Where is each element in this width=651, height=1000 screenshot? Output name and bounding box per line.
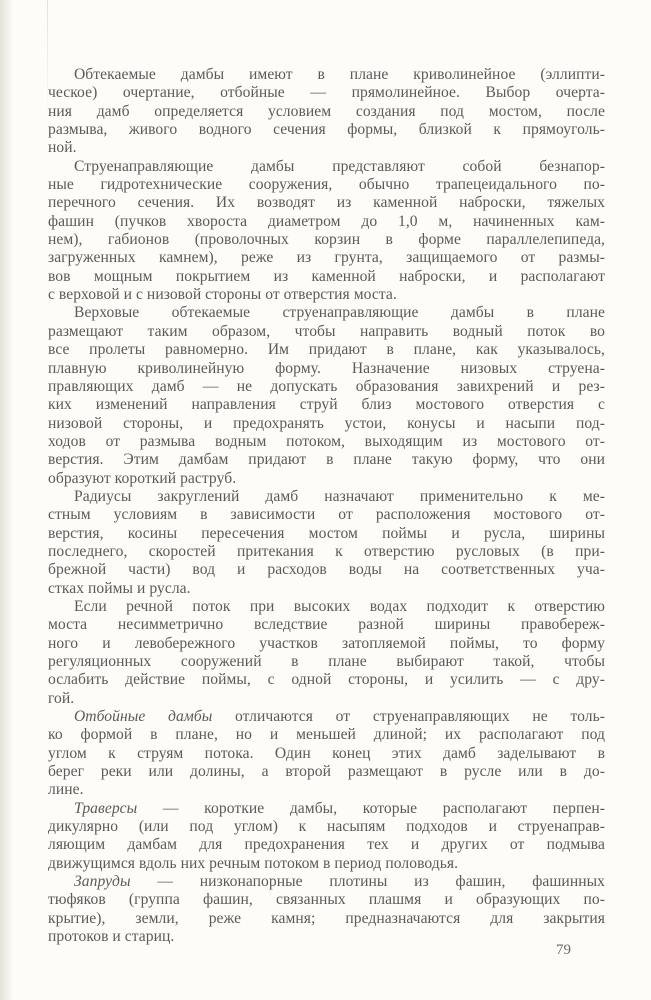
text-line: моста несимметрично вследствие разной ширины правобереж- <box>48 616 605 634</box>
paragraph-3 <box>48 304 605 487</box>
paragraph-5 <box>48 598 605 708</box>
text-line: ного и левобережного участков затопляемой поймы, то форму <box>48 634 605 652</box>
text-line: движущимся вдоль них речным потоком в период половодья. <box>48 854 459 872</box>
text-line: низовой стороны, и предохранять устои, конусы и насыпи под- <box>48 414 605 432</box>
text-line: нем), габионов (проволочных корзин в форме параллелепипеда, <box>48 231 605 249</box>
paragraph-4 <box>48 488 605 598</box>
text-line: Если речной поток при высоких водах подходит к отверстию <box>74 597 605 615</box>
paragraph-8 <box>48 873 605 946</box>
text-line: ко формой в плане, но и меньшей длиной; их располагают под <box>48 726 605 744</box>
text-line: ких изменений направления струй близ мостового отверстия с <box>48 396 605 414</box>
text-line: Струенаправляющие дамбы представляют собой безнапор- <box>74 157 605 175</box>
text-line: углом к струям потока. Один конец этих дамб заделывают в <box>48 744 605 762</box>
page-number: 79 <box>556 942 571 958</box>
term-definition: отличаются от струенаправляющих не толь- <box>212 708 605 726</box>
text-line: ходов от размыва водным потоком, выходящим из мостового от- <box>48 432 605 450</box>
text-line: ослабить действие поймы, с одной стороны, и усилить — с дру- <box>48 671 605 689</box>
text-line: брежной части) вод и расходов воды на соответственных уча- <box>48 561 605 579</box>
term-otboynye-damby: Отбойные дамбы <box>74 708 213 726</box>
text-line: стках поймы и русла. <box>48 579 191 597</box>
text-line: гой. <box>48 689 75 707</box>
paragraph-2 <box>48 158 605 305</box>
page-edge-shadow <box>0 0 14 1000</box>
text-line: Верховые обтекаемые струенаправляющие дамбы в плане <box>74 304 605 322</box>
paragraph-6 <box>48 708 605 800</box>
text-line: стным условиям в зависимости от расположения мостового от- <box>48 506 605 524</box>
text-line: регуляционных сооружений в плане выбирают такой, чтобы <box>48 653 605 670</box>
text-line: правляющих дамб — не допускать образования завихрений и рез- <box>48 377 605 395</box>
text-line: ные гидротехнические сооружения, обычно трапецеидального по- <box>48 176 605 194</box>
text-line: фашин (пучков хвороста диаметром до 1,0 м, начиненных кам- <box>48 212 605 230</box>
term-zaprudy: Запруды <box>74 873 131 891</box>
text-line <box>48 873 605 891</box>
text-line: последнего, скоростей притекания к отверстию русловых (в при- <box>48 542 605 560</box>
term-definition: — низконапорные плотины из фашин, фашинных <box>130 873 605 891</box>
text-line: берег реки или долины, а второй размещают в русле или в до- <box>48 763 605 781</box>
text-line: вов мощным покрытием из каменной наброски, и располагают <box>48 267 605 285</box>
text-line <box>48 708 605 726</box>
text-line: ляющим дамбам для предохранения тех и других от подмыва <box>48 836 605 854</box>
text-line: плавную криволинейную форму. Назначение низовых струена- <box>48 359 605 377</box>
text-line: ческое) очертание, отбойные — прямолинейное. Выбор очерта- <box>48 84 605 102</box>
text-line: крытие), земли, реже камня; предназначаются для закрытия <box>48 909 605 927</box>
term-definition: — короткие дамбы, которые располагают перпен- <box>137 799 605 817</box>
text-line: ной. <box>48 139 77 157</box>
text-line: тюфяков (группа фашин, связанных плашмя и образующих по- <box>48 891 605 909</box>
text-line: верстия, косины пересечения мостом поймы и русла, ширины <box>48 524 605 542</box>
text-line: с верховой и с низовой стороны от отверстия моста. <box>48 286 397 304</box>
text-line: Обтекаемые дамбы имеют в плане криволинейное (эллипти- <box>74 66 605 83</box>
paragraph-1 <box>48 66 605 158</box>
book-page-body <box>48 66 605 947</box>
text-line <box>48 800 605 818</box>
text-line: верстия. Этим дамбам придают в плане такую форму, что они <box>48 451 605 469</box>
text-line: образуют короткий раструб. <box>48 469 237 487</box>
text-line: все пролеты равномерно. Им придают в плане, как указывалось, <box>48 341 605 359</box>
text-line: размыва, живого водного сечения формы, близкой к прямоуголь- <box>48 121 605 139</box>
text-line: перечного сечения. Их возводят из каменной наброски, тяжелых <box>48 194 605 212</box>
paragraph-7 <box>48 800 605 873</box>
text-line: ния дамб определяется условием создания под мостом, после <box>48 102 605 120</box>
text-line: размещают таким образом, чтобы направить водный поток во <box>48 322 605 340</box>
text-line: протоков и стариц. <box>48 928 175 946</box>
text-line: лине. <box>48 781 84 799</box>
text-line: дикулярно (или под углом) к насыпям подходов и струенаправ- <box>48 818 605 836</box>
text-line: Радиусы закруглений дамб назначают применительно к ме- <box>74 487 605 505</box>
text-line: загруженных камнем), реже из грунта, защищаемого от размы- <box>48 249 605 267</box>
term-traversy: Траверсы <box>74 799 138 817</box>
